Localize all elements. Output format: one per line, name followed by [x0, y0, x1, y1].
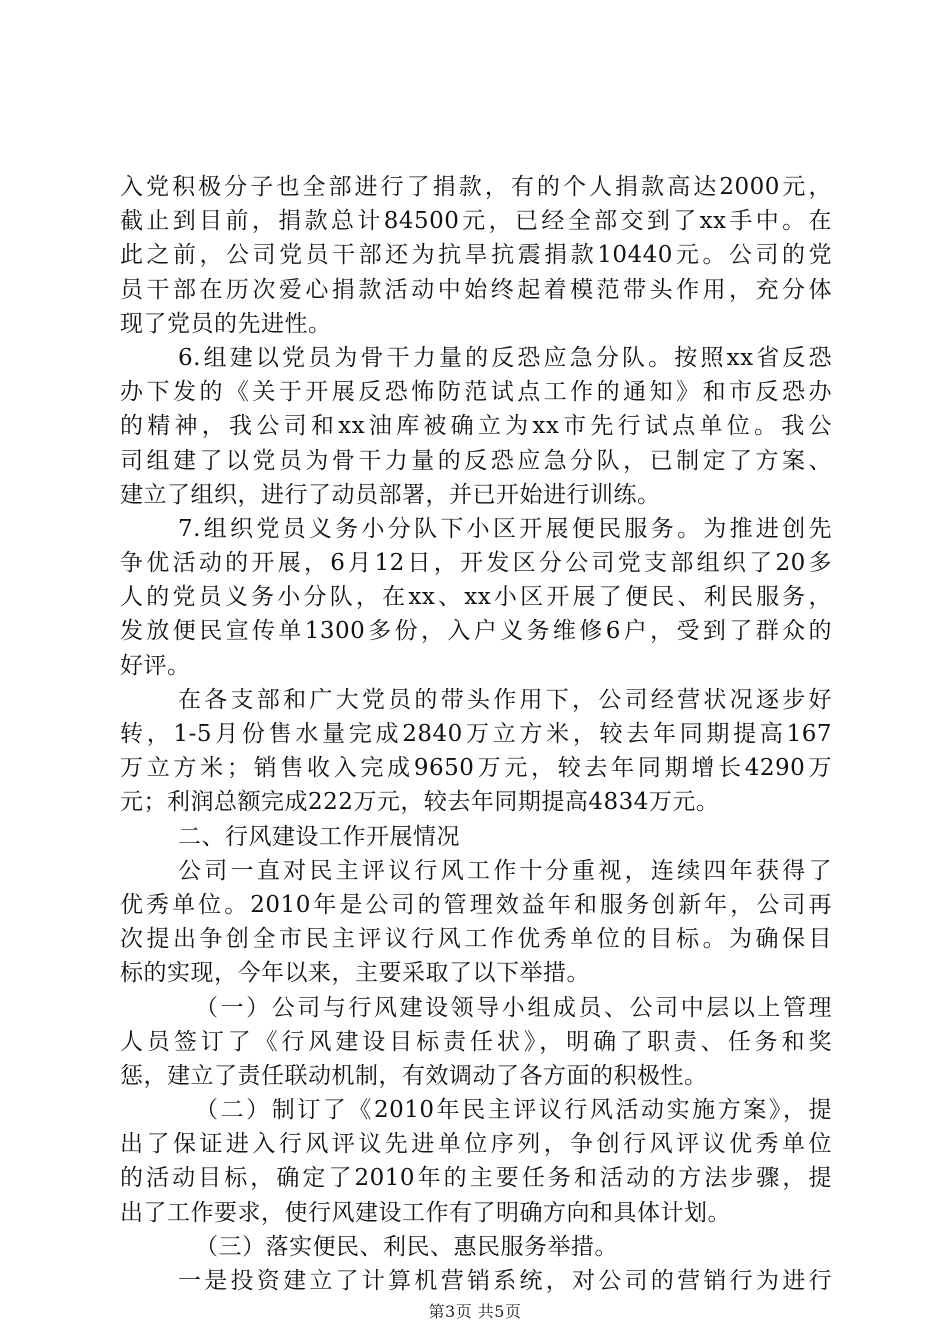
text-line: 出了工作要求，使行风建设工作有了明确方向和具体计划。: [120, 1199, 731, 1226]
paragraph-start: 公司一直对民主评议行风工作十分重视，连续四年获得了: [178, 857, 832, 884]
text-line: 员干部在历次爱心捐款活动中始终起着模范带头作用，充分体: [120, 276, 832, 303]
subsection-3: （三）落实便民、利民、惠民服务举措。: [195, 1233, 618, 1260]
body-text: [120, 170, 832, 1298]
text-line: 万立方米；销售收入完成9650万元，较去年同期增长4290万: [120, 755, 832, 782]
item-7-heading: 7.组织党员义务小分队下小区开展便民服务。为推进创先: [178, 515, 832, 542]
text-line: 司组建了以党员为骨干力量的反恐应急分队，已制定了方案、: [120, 447, 832, 474]
subsection-1: （一）公司与行风建设领导小组成员、公司中层以上管理: [195, 994, 832, 1021]
text-line: 转，1-5月份售水量完成2840万立方米，较去年同期提高167: [120, 721, 832, 747]
text-line: 次提出争创全市民主评议行风工作优秀单位的目标。为确保目: [120, 926, 832, 953]
text-line: 现了党员的先进性。: [120, 310, 332, 337]
paragraph-start: 在各支部和广大党员的带头作用下，公司经营状况逐步好: [178, 686, 832, 713]
text-line: 办下发的《关于开展反恐怖防范试点工作的通知》和市反恐办: [120, 379, 832, 406]
text-line: 的活动目标，确定了2010年的主要任务和活动的方法步骤，提: [120, 1165, 832, 1192]
paragraph-start: 一是投资建立了计算机营销系统，对公司的营销行为进行: [178, 1268, 832, 1294]
text-line: 元；利润总额完成222万元，较去年同期提高4834万元。: [120, 789, 720, 816]
text-line: 截止到目前，捐款总计84500元，已经全部交到了xx手中。在: [120, 208, 832, 235]
text-line: 出了保证进入行风评议先进单位序列，争创行风评议优秀单位: [120, 1131, 832, 1158]
text-line: 人员签订了《行风建设目标责任状》，明确了职责、任务和奖: [120, 1028, 832, 1055]
subsection-2: （二）制订了《2010年民主评议行风活动实施方案》，提: [195, 1097, 832, 1124]
text-line: 惩，建立了责任联动机制，有效调动了各方面的积极性。: [120, 1062, 708, 1089]
text-line: 争优活动的开展，6月12日，开发区分公司党支部组织了20多: [120, 550, 832, 577]
section-heading: 二、行风建设工作开展情况: [178, 823, 460, 850]
text-line: 发放便民宣传单1300多份，入户义务维修6户，受到了群众的: [120, 618, 832, 645]
text-line: 此之前，公司党员干部还为抗旱抗震捐款10440元。公司的党: [120, 242, 832, 269]
item-6-heading: 6.组建以党员为骨干力量的反恐应急分队。按照xx省反恐: [178, 344, 832, 371]
text-line: 好评。: [120, 652, 191, 679]
text-line: 标的实现，今年以来，主要采取了以下举措。: [120, 960, 590, 987]
text-line: 人的党员义务小分队，在xx、xx小区开展了便民、利民服务，: [120, 584, 832, 611]
text-line: 优秀单位。2010年是公司的管理效益年和服务创新年，公司再: [120, 891, 832, 918]
text-line: 建立了组织，进行了动员部署，并已开始进行训练。: [120, 481, 661, 508]
text-line: 入党积极分子也全部进行了捐款，有的个人捐款高达2000元，: [120, 174, 832, 200]
text-line: 的精神，我公司和xx油库被确立为xx市先行试点单位。我公: [120, 413, 832, 440]
page-number: 第3页 共5页: [428, 1302, 522, 1321]
